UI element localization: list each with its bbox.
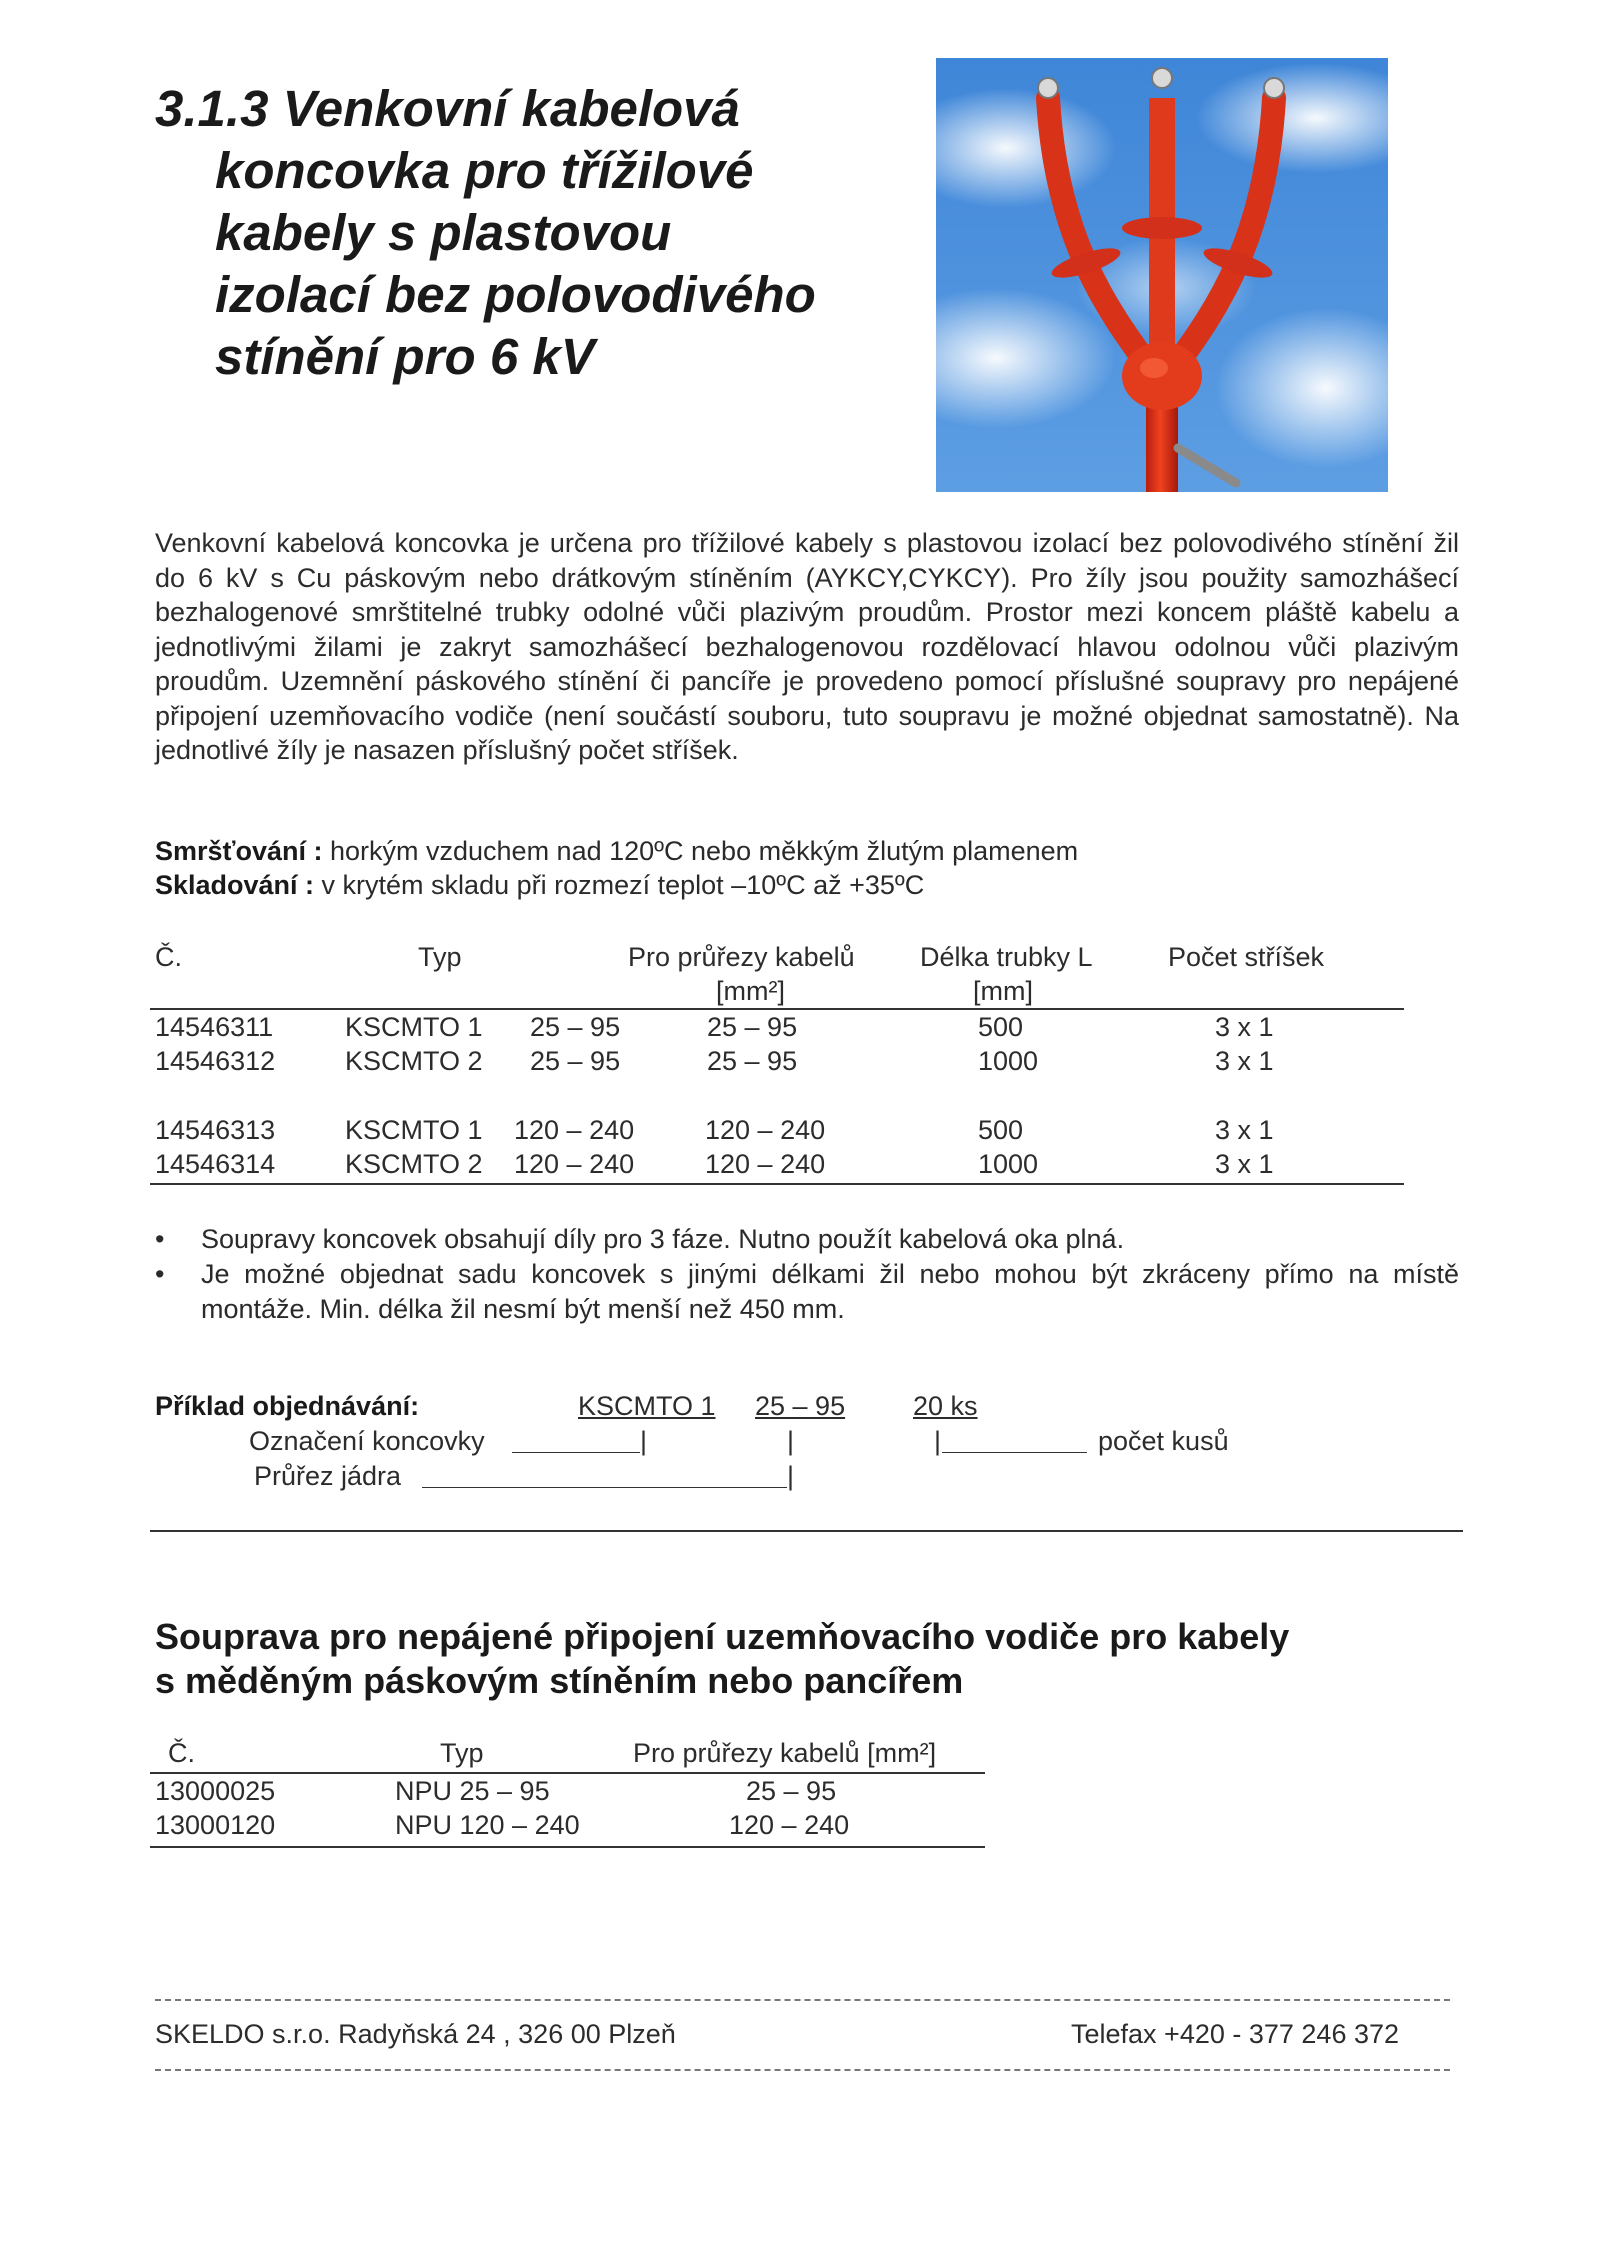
title-line-2: koncovka pro třížilové	[215, 142, 754, 199]
core-leader-line	[422, 1487, 787, 1488]
row-type: NPU 25 – 95	[395, 1776, 550, 1806]
row-cross: 25 – 95	[707, 1012, 798, 1042]
col-header-length: Délka trubky L	[920, 942, 1093, 972]
section-heading-line-1: Souprava pro nepájené připojení uzemňovacího vodiče pro kabely	[155, 1616, 1290, 1657]
footer-company: SKELDO s.r.o. Radyňská 24 , 326 00 Plzeň	[155, 2019, 676, 2049]
order-example-label: Příklad objednávání:	[155, 1391, 420, 1421]
footer-top-rule	[155, 1999, 1450, 2001]
table-bottom-rule	[150, 1183, 1404, 1185]
order-example-range: 25 – 95	[755, 1391, 846, 1421]
bullet-item	[155, 1222, 1459, 1257]
row-no: 14546311	[155, 1012, 274, 1042]
row-sheds: 3 x 1	[1215, 1115, 1274, 1145]
section-divider	[150, 1530, 1463, 1532]
order-example-type: KSCMTO 1	[578, 1391, 716, 1421]
row-range: 25 – 95	[530, 1012, 621, 1042]
row-no: 14546314	[155, 1149, 276, 1179]
title-line-1: 3.1.3 Venkovní kabelová	[155, 80, 740, 137]
shrink-value: horkým vzduchem nad 120ºC nebo měkkým žlutým plamenem	[322, 836, 1079, 866]
section-heading-line-2: s měděným páskovým stíněním nebo pancířem	[155, 1660, 964, 1701]
page-title	[155, 78, 915, 388]
row-cross: 25 – 95	[746, 1776, 837, 1806]
row-cross: 25 – 95	[707, 1046, 798, 1076]
designation-label: Označení koncovky	[249, 1426, 485, 1456]
designation-bar: |	[640, 1426, 648, 1456]
cable-termination-image	[936, 58, 1388, 492]
table-bottom-rule	[150, 1846, 985, 1848]
col-header-sheds: Počet stříšek	[1168, 942, 1325, 972]
row-no: 13000025	[155, 1776, 276, 1806]
row-no: 14546313	[155, 1115, 276, 1145]
range-bar: |	[787, 1426, 795, 1456]
row-length: 500	[978, 1012, 1024, 1042]
row-range: 120 – 240	[514, 1115, 635, 1145]
storage-label: Skladování :	[155, 870, 315, 900]
col-header-cross-unit: [mm²]	[716, 976, 785, 1006]
col-header-type: Typ	[440, 1738, 484, 1768]
title-line-3: kabely s plastovou	[215, 204, 672, 261]
col-header-type: Typ	[418, 942, 462, 972]
row-sheds: 3 x 1	[1215, 1046, 1274, 1076]
shrink-label: Smršťování :	[155, 836, 323, 866]
row-type: KSCMTO 1	[345, 1012, 483, 1042]
core-bar: |	[787, 1461, 795, 1491]
row-sheds: 3 x 1	[1215, 1012, 1274, 1042]
section-heading	[155, 1615, 1455, 1703]
col-header-cross: Pro průřezy kabelů [mm²]	[633, 1738, 937, 1768]
bullet-dot: •	[155, 1259, 165, 1289]
footer-bottom-rule	[155, 2069, 1450, 2071]
row-type: KSCMTO 2	[345, 1149, 483, 1179]
row-length: 1000	[978, 1046, 1039, 1076]
designation-leader-line	[512, 1452, 640, 1453]
bullet-item	[155, 1257, 1459, 1326]
bullet-text: Je možné objednat sadu koncovek s jinými délkami žil nebo mohou být zkráceny přímo na místě montáže. Min. délka žil nesmí být menší než 450 mm.	[201, 1259, 1459, 1324]
product-photo	[936, 58, 1388, 492]
title-line-4: izolací bez polovodivého	[215, 266, 816, 323]
col-header-cross: Pro průřezy kabelů	[628, 942, 855, 972]
row-sheds: 3 x 1	[1215, 1149, 1274, 1179]
qty-bar: |	[934, 1426, 942, 1456]
row-cross: 120 – 240	[705, 1115, 826, 1145]
col-header-no: Č.	[168, 1738, 195, 1768]
col-header-length-unit: [mm]	[973, 976, 1033, 1006]
row-range: 120 – 240	[514, 1149, 635, 1179]
row-length: 500	[978, 1115, 1024, 1145]
storage-info	[155, 868, 924, 902]
row-no: 13000120	[155, 1810, 276, 1840]
row-type: KSCMTO 2	[345, 1046, 483, 1076]
order-example-qty: 20 ks	[913, 1391, 978, 1421]
bullet-dot: •	[155, 1224, 165, 1254]
col-header-no: Č.	[155, 942, 182, 972]
row-no: 14546312	[155, 1046, 276, 1076]
row-length: 1000	[978, 1149, 1039, 1179]
row-cross: 120 – 240	[705, 1149, 826, 1179]
title-line-5: stínění pro 6 kV	[215, 328, 595, 385]
storage-value: v krytém skladu při rozmezí teplot –10ºC až +35ºC	[314, 870, 925, 900]
intro-paragraph: Venkovní kabelová koncovka je určena pro třížilové kabely s plastovou izolací bez polovodivého stínění žil do 6 kV s Cu páskovým nebo drátkovým stíněním (AYKCY,CYKCY). Pro žíly jsou použity samozhášecí bezhalogenové smrštitelné trubky odolné vůči plazivým proudům. Prostor mezi koncem pláště kabelu a jednotlivými žilami je zakryt samozhášecí bezhalogenovou rozdělovací hlavou odolnou vůči plazivým proudům. Uzemnění páskového stínění či pancíře je provedeno pomocí příslušné soupravy pro nepájené připojení uzemňovacího vodiče (není součástí souboru, tuto soupravu je možné objednat samostatně). Na jednotlivé žíly je nasazen příslušný počet stříšek.	[155, 528, 1459, 765]
row-cross: 120 – 240	[729, 1810, 850, 1840]
footer-phone: Telefax +420 - 377 246 372	[1071, 2019, 1400, 2049]
bullet-text: Soupravy koncovek obsahují díly pro 3 fáze. Nutno použít kabelová oka plná.	[201, 1224, 1125, 1254]
row-type: KSCMTO 1	[345, 1115, 483, 1145]
qty-leader-line	[942, 1452, 1087, 1453]
qty-label: počet kusů	[1098, 1426, 1229, 1456]
core-label: Průřez jádra	[254, 1461, 402, 1491]
shrink-info	[155, 834, 1078, 868]
table-header-rule	[150, 1772, 985, 1774]
row-type: NPU 120 – 240	[395, 1810, 580, 1840]
row-range: 25 – 95	[530, 1046, 621, 1076]
